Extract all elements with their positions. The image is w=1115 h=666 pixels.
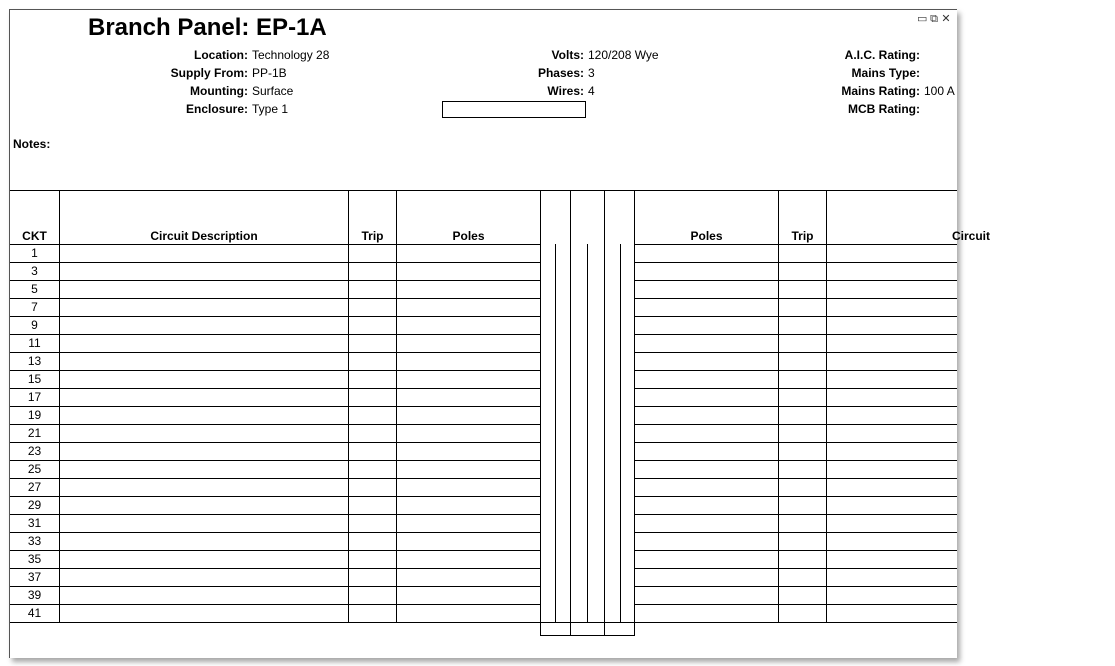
ckt-number: 3 [31, 264, 38, 278]
ckt-number: 9 [31, 318, 38, 332]
ckt-number: 19 [27, 408, 42, 422]
header-ckt: CKT [22, 229, 47, 243]
ckt-number: 5 [31, 282, 38, 296]
close-icon[interactable]: ✕ [941, 13, 953, 25]
ckt-number: 15 [27, 372, 42, 386]
phases-label: Phases: [537, 66, 584, 80]
mains-rating-label: Mains Rating: [841, 84, 920, 98]
volts-label: Volts: [551, 48, 584, 62]
table-grid-lines [10, 190, 957, 642]
wires-label: Wires: [547, 84, 584, 98]
header-circuit-description-right: Circuit [951, 229, 990, 243]
notes-label: Notes: [13, 137, 51, 151]
empty-input-box[interactable] [442, 101, 586, 118]
header-trip-right: Trip [791, 229, 814, 243]
ckt-number: 31 [27, 516, 42, 530]
ckt-number: 1 [31, 246, 38, 260]
header-poles-right: Poles [690, 229, 723, 243]
wires-value: 4 [588, 84, 595, 98]
ckt-number: 21 [27, 426, 42, 440]
enclosure-value: Type 1 [252, 102, 289, 116]
enclosure-label: Enclosure: [185, 102, 248, 116]
ckt-number: 25 [27, 462, 42, 476]
ckt-number: 35 [27, 552, 42, 566]
mounting-label: Mounting: [190, 84, 248, 98]
location-value: Technology 28 [252, 48, 330, 62]
panel-schedule-table [10, 190, 957, 630]
volts-value: 120/208 Wye [588, 48, 659, 62]
ckt-number: 11 [28, 336, 41, 350]
page-title: Branch Panel: EP-1A [88, 14, 327, 41]
ckt-number: 29 [27, 498, 42, 512]
ckt-number: 33 [27, 534, 42, 548]
ckt-number: 41 [27, 606, 42, 620]
ckt-number: 23 [27, 444, 42, 458]
location-label: Location: [194, 48, 248, 62]
minimize-icon[interactable]: ▭ [917, 13, 930, 25]
supply-from-value: PP-1B [252, 66, 287, 80]
aic-rating-label: A.I.C. Rating: [844, 48, 920, 62]
supply-from-label: Supply From: [170, 66, 248, 80]
phases-value: 3 [588, 66, 595, 80]
ckt-number: 13 [27, 354, 42, 368]
ckt-number: 37 [27, 570, 42, 584]
restore-icon[interactable]: ⧉ [930, 13, 940, 25]
mcb-rating-label: MCB Rating: [848, 102, 920, 116]
mains-type-label: Mains Type: [851, 66, 920, 80]
ckt-number: 17 [27, 390, 42, 404]
header-circuit-description-left: Circuit Description [150, 229, 258, 243]
window-controls [917, 12, 953, 26]
panel-schedule-window [9, 9, 990, 658]
mounting-value: Surface [252, 84, 294, 98]
header-trip-left: Trip [361, 229, 384, 243]
header-poles-left: Poles [452, 229, 485, 243]
ckt-number: 7 [31, 300, 38, 314]
mains-rating-value: 100 A [924, 84, 955, 98]
ckt-number: 27 [27, 480, 42, 494]
ckt-number: 39 [27, 588, 42, 602]
